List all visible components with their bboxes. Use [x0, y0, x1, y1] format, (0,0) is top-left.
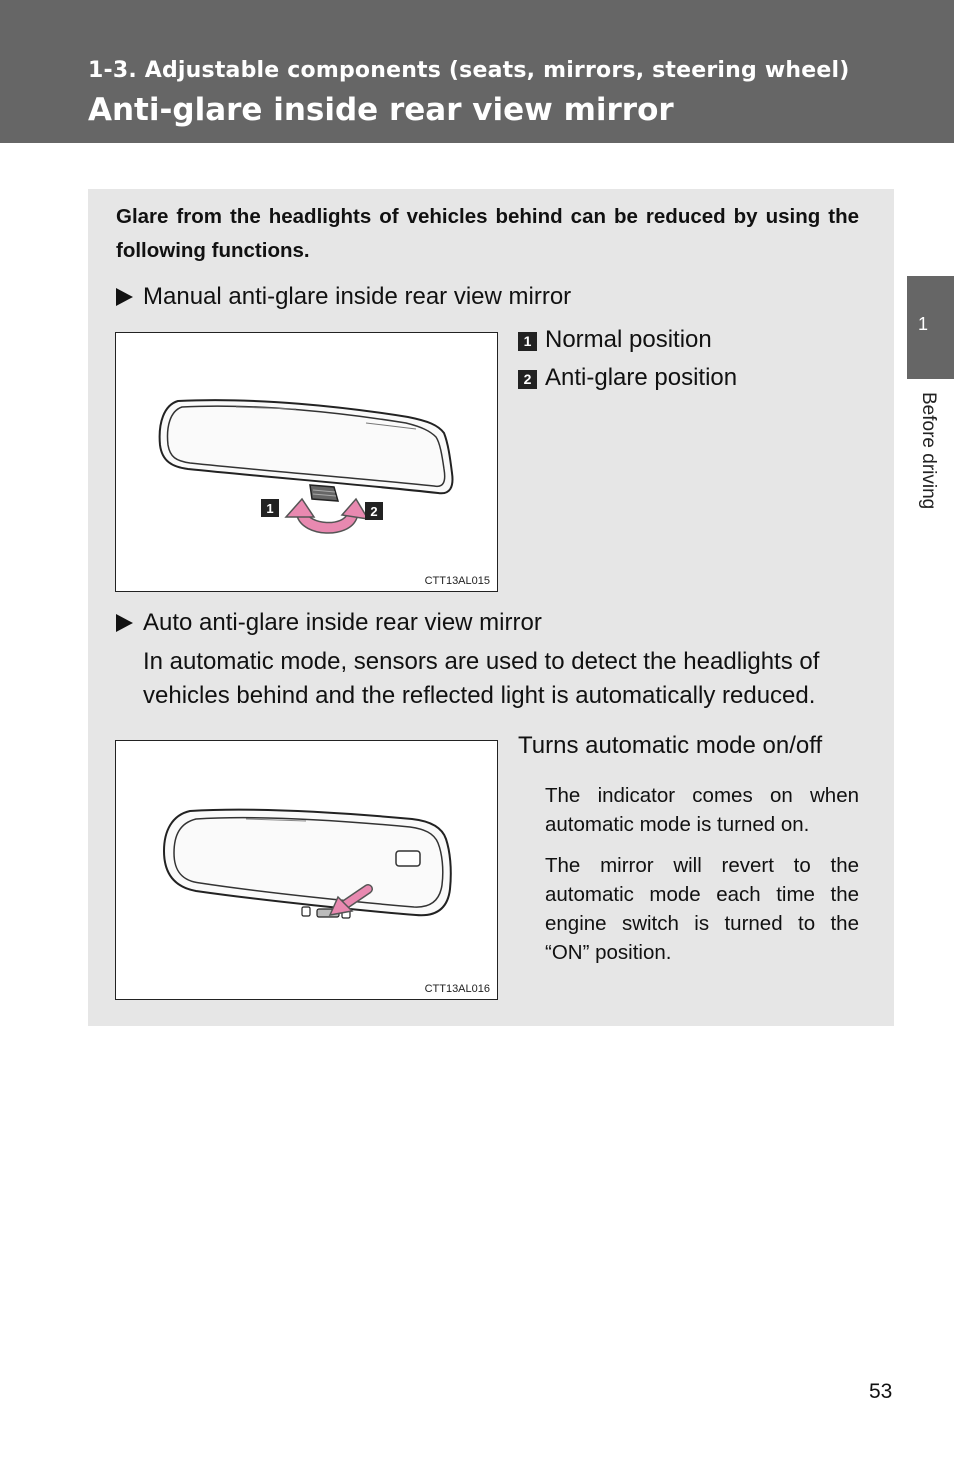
auto-mode-function: Turns automatic mode on/off — [518, 732, 823, 759]
manual-mirror-heading — [116, 283, 571, 311]
note-revert: The mirror will revert to the automatic mode each time the engine switch is turned to the “ON” position. — [545, 854, 859, 964]
figure-code: CTT13AL016 — [424, 983, 490, 995]
section-label: 1-3. Adjustable components (seats, mirrors, steering wheel) — [88, 58, 850, 83]
number-2-icon: 2 — [518, 370, 537, 389]
auto-mirror-figure — [115, 740, 498, 1000]
legend-label: Anti-glare position — [545, 364, 738, 391]
auto-mirror-heading-text: Auto anti-glare inside rear view mirror — [143, 609, 542, 636]
intro-text: Glare from the headlights of vehicles behind can be reduced by using the following functions. — [116, 205, 859, 262]
left-arrow-head — [286, 499, 314, 517]
auto-mirror-illustration — [116, 741, 497, 999]
legend-label: Normal position — [545, 326, 712, 353]
number-1-icon: 1 — [518, 332, 537, 351]
auto-mirror-heading — [116, 609, 542, 637]
callout-1: 1 — [266, 501, 274, 516]
right-arrow-head — [342, 499, 368, 519]
page-number: 53 — [869, 1380, 893, 1403]
note-indicator: The indicator comes on when automatic mode is turned on. — [545, 784, 859, 836]
chapter-tab-label: Before driving — [918, 392, 939, 510]
chapter-tab[interactable] — [907, 276, 954, 379]
page-title: Anti-glare inside rear view mirror — [88, 92, 674, 128]
manual-mirror-illustration — [116, 333, 497, 591]
manual-mirror-heading-text: Manual anti-glare inside rear view mirror — [143, 283, 572, 310]
triangle-bullet-icon — [116, 614, 133, 632]
callout-2: 2 — [370, 504, 378, 519]
auto-mode-description: In automatic mode, sensors are used to detect the headlights of vehicles behind and the reflected light is automatically reduced. — [143, 648, 820, 709]
legend-normal-position — [518, 326, 712, 354]
chapter-tab-number: 1 — [918, 314, 929, 334]
manual-mirror-figure — [115, 332, 498, 592]
triangle-bullet-icon — [116, 288, 133, 306]
legend-anti-glare-position — [518, 364, 737, 392]
figure-code: CTT13AL015 — [424, 575, 490, 587]
